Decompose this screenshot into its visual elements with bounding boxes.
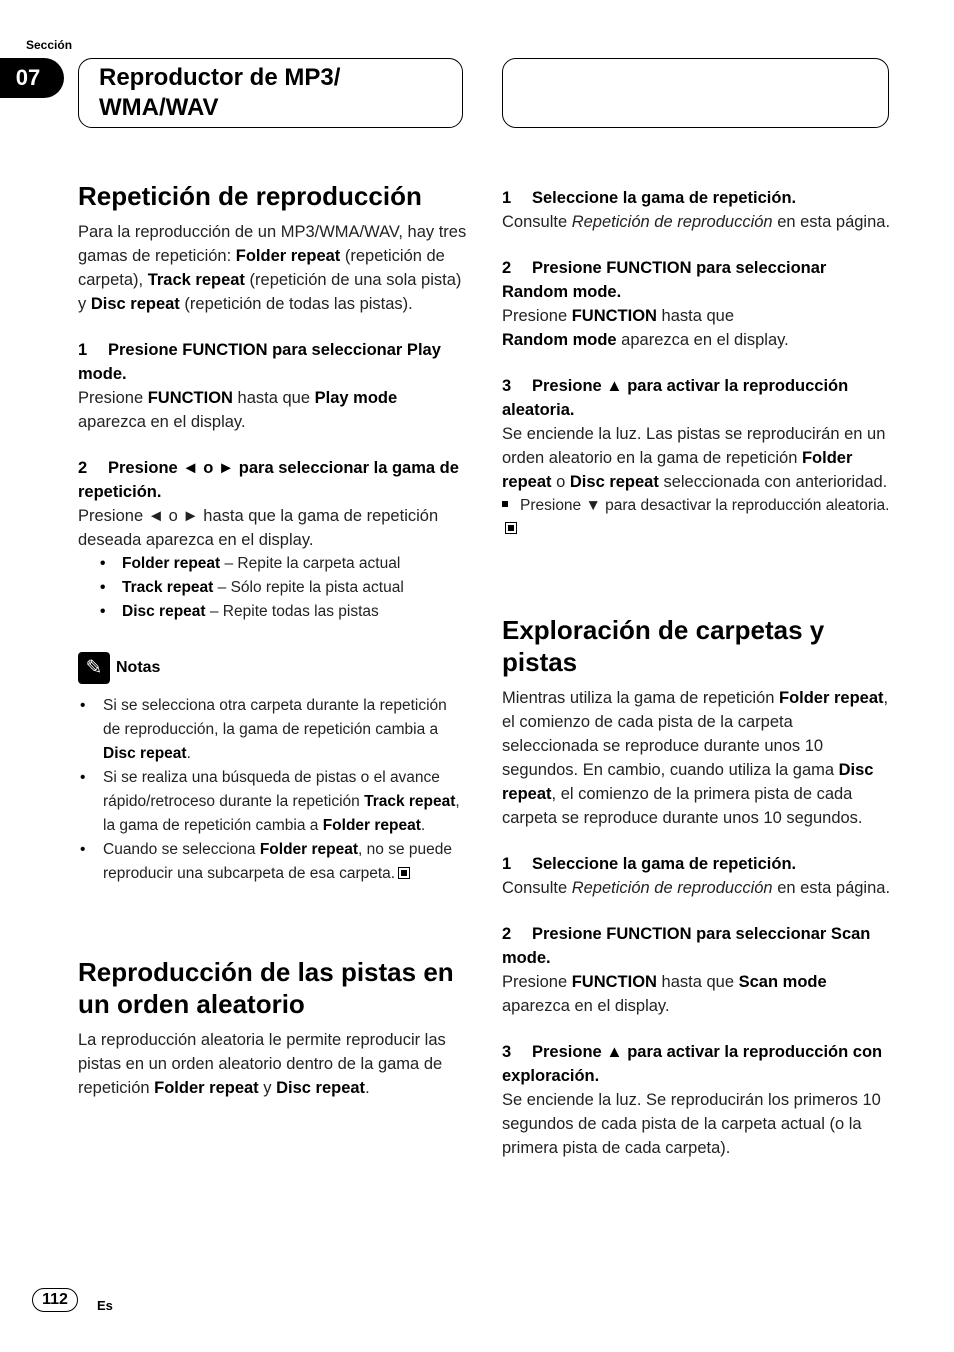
step-heading: 1 Seleccione la gama de repetición. (502, 855, 797, 873)
section-title-repeat-play: Repetición de reproducción (78, 181, 422, 211)
scan-step-1 (502, 852, 892, 900)
random-intro: La reproducción aleatoria le permite reproducir las pistas en un orden aleatorio dentro de la gama de repetición Folder repeat y Disc repeat. (78, 1031, 446, 1097)
step-heading: 1 Seleccione la gama de repetición. (502, 189, 797, 207)
step-body: Se enciende la luz. Se reproducirán los primeros 10 segundos de cada pista de la carpeta actual (o la primera pista de cada carpeta). (502, 1091, 881, 1157)
notes-label: Notas (116, 659, 161, 676)
step-body: Presione FUNCTION hasta que Scan mode aparezca en el display. (502, 973, 827, 1015)
step-body: Consulte Repetición de reproducción en esta página. (502, 879, 891, 897)
section-title-scan: Exploración de carpetas y pistas (502, 615, 825, 677)
step-1 (78, 338, 468, 434)
notes-list (78, 694, 468, 886)
chapter-title-box (78, 58, 463, 128)
step-heading: 1 Presione FUNCTION para seleccionar Play mode. (78, 341, 441, 383)
empty-header-box (502, 58, 889, 128)
end-of-section-icon (398, 867, 410, 879)
step-heading: 3 Presione ▲ para activar la reproducción aleatoria. (502, 377, 849, 419)
repeat-range-list (78, 552, 468, 624)
step-body: Presione ◄ o ► hasta que la gama de repetición deseada aparezca en el display. (78, 507, 439, 549)
right-column (502, 186, 892, 1160)
left-column (78, 180, 468, 1100)
note-item: • Si se realiza una búsqueda de pistas o el avance rápido/retroceso durante la repetición Track repeat, la gama de repetición cambia a Folder repeat. (78, 766, 468, 838)
step-heading: 2 Presione ◄ o ► para seleccionar la gama de repetición. (78, 459, 459, 501)
repeat-intro: Para la reproducción de un MP3/WMA/WAV, hay tres gamas de repetición: Folder repeat (repetición de carpeta), Track repeat (repetición de una sola pista) y Disc repeat (repetición de todas las pistas). (78, 223, 467, 313)
step-2 (78, 456, 468, 624)
list-item: • Track repeat – Sólo repite la pista actual (98, 576, 468, 600)
language-code: Es (97, 1298, 113, 1313)
step-body: Presione FUNCTION hasta que Play mode aparezca en el display. (78, 389, 398, 431)
square-bullet-icon (502, 501, 508, 507)
step-heading: 3 Presione ▲ para activar la reproducción con exploración. (502, 1043, 883, 1085)
list-item: • Disc repeat – Repite todas las pistas (98, 600, 468, 624)
page-number: 112 (32, 1288, 78, 1312)
random-step-1 (502, 186, 892, 234)
step-heading: 2 Presione FUNCTION para seleccionar Random mode. (502, 259, 827, 301)
note-item: • Si se selecciona otra carpeta durante la repetición de reproducción, la gama de repetición cambia a Disc repeat. (78, 694, 468, 766)
scan-intro: Mientras utiliza la gama de repetición Folder repeat, el comienzo de cada pista de la carpeta seleccionada se reproduce durante unos 10 segundos. En cambio, cuando utiliza la gama Disc repeat, el comienzo de la primera pista de cada carpeta se reproduce durante unos 10 segundos. (502, 689, 889, 827)
random-step-2 (502, 256, 892, 352)
chapter-title: Reproductor de MP3/ WMA/WAV (99, 64, 341, 121)
random-off-note: Presione ▼ para desactivar la reproducción aleatoria. (502, 494, 892, 540)
step-body: Consulte Repetición de reproducción en esta página. (502, 213, 891, 231)
random-step-3 (502, 374, 892, 540)
step-body: Presione FUNCTION hasta que Random mode aparezca en el display. (502, 307, 789, 349)
notes-header (78, 652, 468, 684)
section-number-tab: 07 (0, 58, 64, 98)
step-heading: 2 Presione FUNCTION para seleccionar Scan mode. (502, 925, 871, 967)
end-of-section-icon (505, 522, 517, 534)
note-item: • Cuando se selecciona Folder repeat, no se puede reproducir una subcarpeta de esa carpeta. (78, 838, 468, 886)
scan-step-2 (502, 922, 892, 1018)
scan-step-3 (502, 1040, 892, 1160)
step-body: Se enciende la luz. Las pistas se reproducirán en un orden aleatorio en la gama de repetición Folder repeat o Disc repeat seleccionada con anterioridad. (502, 425, 888, 491)
pencil-icon: ✎ (78, 652, 110, 684)
section-label: Sección (26, 38, 73, 52)
list-item: • Folder repeat – Repite la carpeta actual (98, 552, 468, 576)
section-title-random-play: Reproducción de las pistas en un orden aleatorio (78, 957, 454, 1019)
